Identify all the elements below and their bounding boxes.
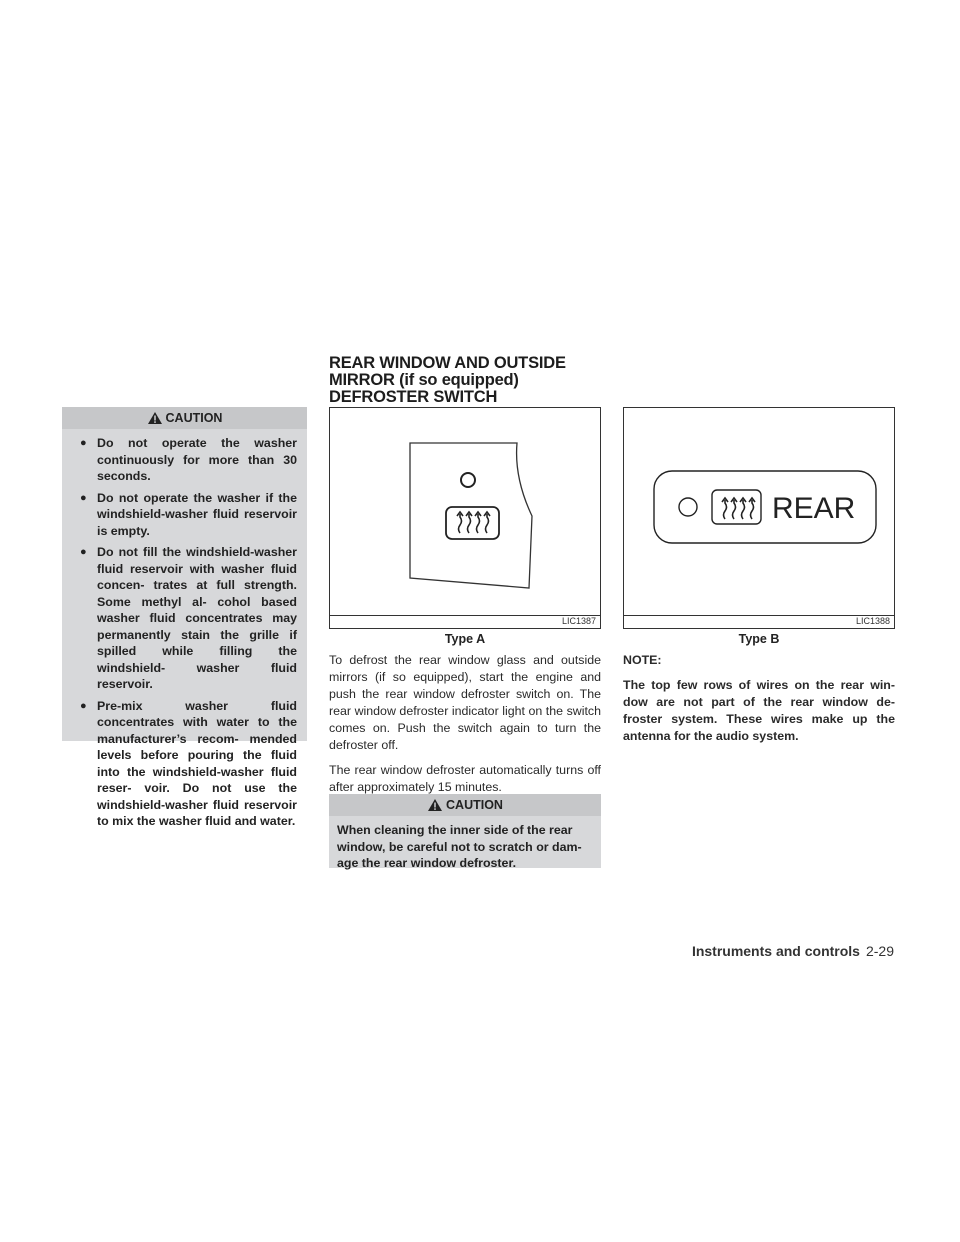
note-title: NOTE:	[623, 653, 662, 667]
caution-item: ● Do not operate the washer continuously for more than 30 seconds.	[80, 435, 297, 485]
page-number: 2-29	[865, 943, 894, 959]
body-text	[329, 652, 601, 804]
paragraph: The rear window defroster automatically turns off after approximately 15 minutes.	[329, 763, 601, 794]
section-heading	[329, 355, 629, 406]
figure-id: LIC1388	[855, 616, 890, 626]
caution-text: When cleaning the inner side of the rear window, be careful not to scratch or dam- age the rear window defroster.	[337, 823, 582, 870]
figure-type-a	[329, 407, 601, 629]
figure-rule	[624, 615, 894, 616]
figure-id: LIC1387	[561, 616, 596, 626]
caution-item: ● Pre-mix washer fluid concentrates with water to the manufacturer’s recom- mended levels before pouring the fluid into the windshield-washer fluid reser- voir. Do not use the windshield-washer fluid reservoir to mix the washer fluid and water.	[80, 698, 297, 830]
figure-type-b	[623, 407, 895, 629]
figure-caption: Type A	[444, 632, 486, 646]
note-text: The top few rows of wires on the rear win- dow are not part of the rear window de- froster system. These wires make up the antenna for the audio system.	[623, 678, 895, 743]
caution-box-washer	[62, 407, 307, 828]
paragraph: To defrost the rear window glass and outside mirrors (if so equipped), start the engine and push the rear window defroster switch on. The rear window defroster indicator light on the switch comes on. Push the switch again to turn the defroster off.	[329, 653, 601, 752]
warning-triangle-icon	[147, 411, 163, 425]
note-block	[623, 652, 895, 753]
heading-line: DEFROSTER SWITCH	[329, 388, 498, 406]
caution-item: ● Do not fill the windshield-washer fluid reservoir with washer fluid concen- trates at full strength. Some methyl al- cohol based washer fluid concentrates may permanently stain the grille if spilled while filling the windshield- washer fluid reservoir.	[80, 544, 297, 693]
footer-section: Instruments and controls	[691, 943, 860, 959]
warning-triangle-icon	[427, 798, 443, 812]
caution-header	[62, 407, 307, 429]
caution-title: CAUTION	[446, 798, 503, 812]
page-footer	[692, 943, 894, 959]
caution-list	[62, 429, 307, 843]
figure-caption: Type B	[738, 632, 780, 646]
heading-line: MIRROR (if so equipped)	[329, 371, 519, 389]
rear-defroster-switch-illustration	[330, 408, 600, 628]
caution-title: CAUTION	[165, 411, 223, 425]
switch-label: REAR	[772, 492, 856, 525]
caution-item: ● Do not operate the washer if the windshield-washer fluid reservoir is empty.	[80, 490, 297, 540]
figure-rule	[330, 615, 600, 616]
caution-box-defroster	[329, 794, 601, 868]
caution-header	[329, 794, 601, 816]
heading-line: REAR WINDOW AND OUTSIDE	[329, 354, 566, 372]
